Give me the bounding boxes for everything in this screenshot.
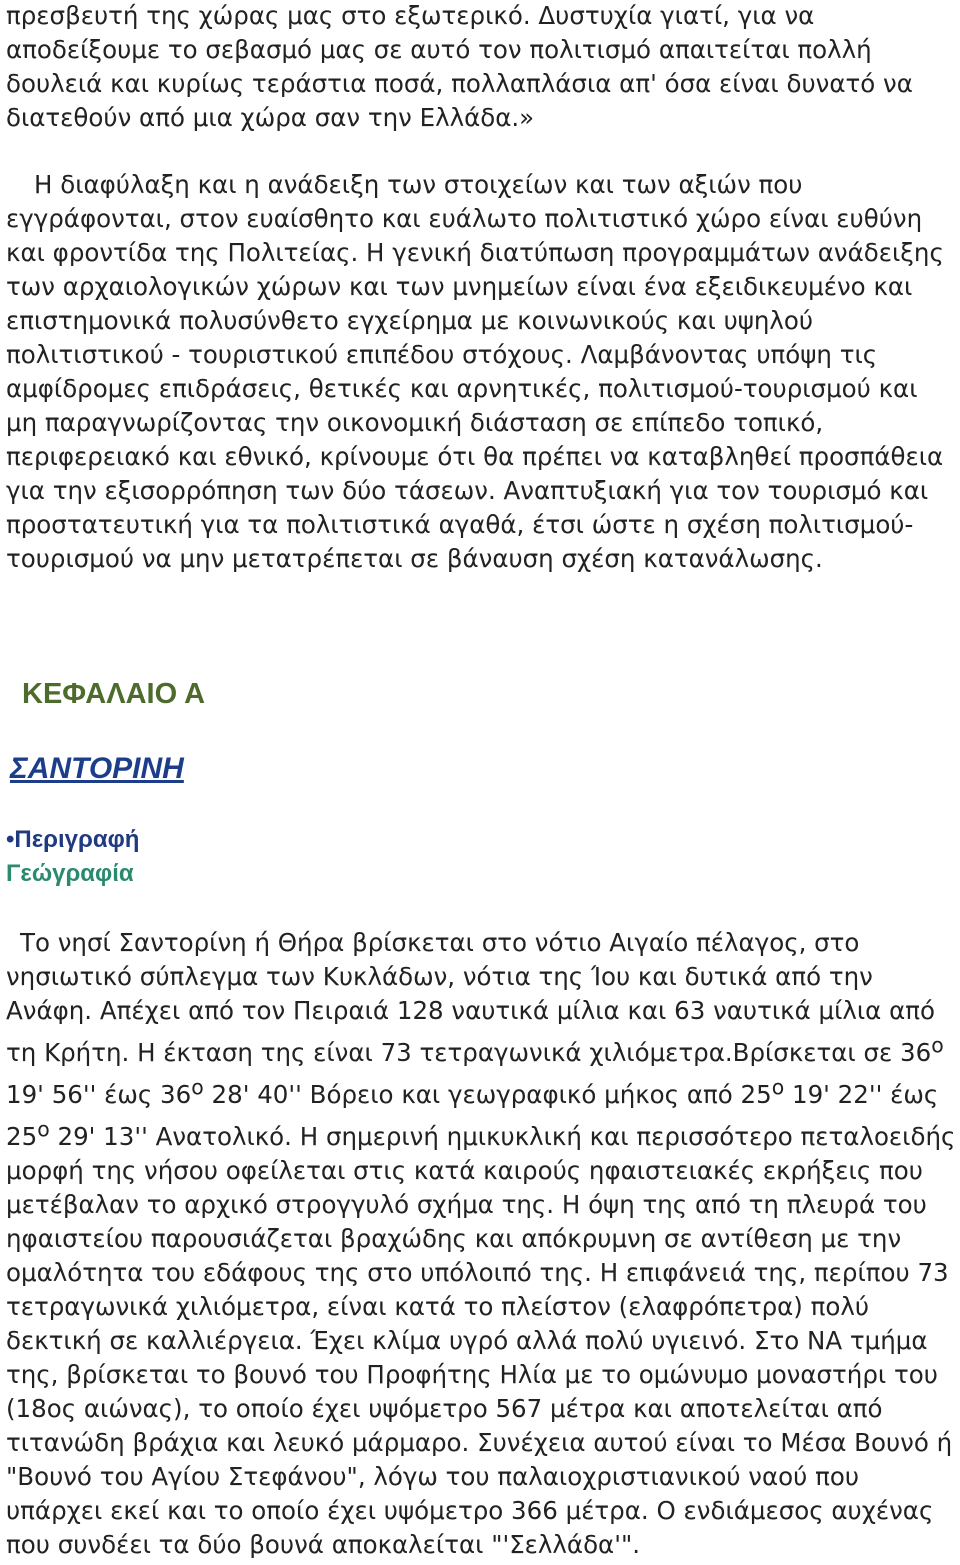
subheading-geography: Γεώγραφία [6, 860, 134, 887]
subheading-description: •Περιγραφή [6, 826, 140, 853]
geo-text-part5: 29' 13'' Ανατολικό. Η σημερινή ημικυκλική και περισσότερο πεταλοειδής μορφή της νήσου οφείλεται στις κατά καιρούς ηφαιστειακές εκρήξεις που μετέβαλαν το αρχικό στρογγυλό σχήμα της. Η όψη της από τη πλευρά του ηφαιστείου παρουσιάζεται βραχώδης και απόκρυμνη σε αντίθεση με την ομαλότητα του εδάφους της στο υπόλοιπό της. Η επιφάνειά της, περίπου 73 τετραγωνικά χιλιόμετρα, είναι κατά το πλείστον (ελαφρόπετρα) πολύ δεκτική σε καλλιέργεια. Έχει κλίμα υγρό αλλά πολύ υγιεινό. Στο ΝΑ τμήμα της, βρίσκεται το βουνό του Προφήτης Ηλία με το ομώνυμο μοναστήρι του (18ος αιώνας), το οποίο έχει υψόμετρο 567 μέτρα και αποτελείται από τιτανώδη βράχια και λευκό μάρμαρο. Συνέχεια αυτού είναι το Μέσα Βουνό ή "Βουνό του Αγίου Στεφάνου", λόγω του παλαιοχριστιανικού ναού που υπάρχει εκεί και το οποίο έχει υψόμετρο 366 μέτρα. Ο ενδιάμεσος αυχένας που συνδέει τα δύο βουνά αποκαλείται "'Σελλάδα'". [6, 1122, 956, 1560]
geo-text-part4: 19' 22'' έως 25 [6, 1080, 939, 1152]
degree-superscript: ο [931, 1033, 944, 1057]
degree-superscript: ο [37, 1117, 50, 1142]
paragraph-intro-ending: πρεσβευτή της χώρας μας στο εξωτερικό. Δυστυχία γιατί, για να αποδείξουμε το σεβασμό μας σε αυτό τον πολιτισμό απαιτείται πολλή δουλειά και κυρίως τεράστια ποσά, πολλαπλάσια απ' όσα είναι δυνατό να διατεθούν από μια χώρα σαν την Ελλάδα.» [6, 1, 913, 132]
paragraph-cultural-policy-text: Η διαφύλαξη και η ανάδειξη των στοιχείων και των αξιών που εγγράφονται, στον ευαίσθητο και ευάλωτο πολιτιστικό χώρο είναι ευθύνη και φροντίδα της Πολιτείας. Η γενική διατύπωση προγραμμάτων ανάδειξης των αρχαιολογικών χώρων και των μνημείων είναι ένα εξειδικευμένο και επιστημονικά πολυσύνθετο εγχείρημα με κοινωνικούς και υψηλού πολιτιστικού - τουριστικού επιπέδου στόχους. Λαμβάνοντας υπόψη τις αμφίδρομες επιδράσεις, θετικές και αρνητικές, πολιτισμού-τουρισμού και μη παραγνωρίζοντας την οικονομική διάσταση σε επίπεδο τοπικό, περιφερειακό και εθνικό, κρίνουμε ότι θα πρέπει να καταβληθεί προσπάθεια για την εξισορρόπηση των δύο τάσεων. Αναπτυξιακή για τον τουρισμό και προστατευτική για τα πολιτιστικά αγαθά, έτσι ώστε η σχέση πολιτισμού-τουρισμού να μην μετατρέπεται σε βάναυση σχέση κατανάλωσης. [6, 170, 944, 573]
paragraph-cultural-policy [6, 168, 956, 576]
geo-text-part2: 19' 56'' έως 36 [6, 1080, 192, 1110]
chapter-heading: ΚΕΦΑΛΑΙΟ Α [22, 678, 206, 710]
degree-superscript: ο [191, 1075, 204, 1100]
island-heading: ΣΑΝΤΟΡΙΝΗ [10, 752, 184, 785]
degree-superscript: ο [771, 1075, 785, 1100]
paragraph-geography [6, 926, 956, 1562]
geo-text-part1: Το νησί Σαντορίνη ή Θήρα βρίσκεται στο νότιο Αιγαίο πέλαγος, στο νησιωτικό σύπλεγμα των Κυκλάδων, νότια της Ίου και δυτικά από την Ανάφη. Απέχει από τον Πειραιά 128 ναυτικά μίλια και 63 ναυτικά μίλια από τη Κρήτη. Η έκταση της είναι 73 τετραγωνικά χιλιόμετρα.Βρίσκεται σε 36 [6, 928, 936, 1068]
geo-text-part3: 28' 40'' Βόρειο και γεωγραφικό μήκος από 25 [203, 1080, 772, 1110]
